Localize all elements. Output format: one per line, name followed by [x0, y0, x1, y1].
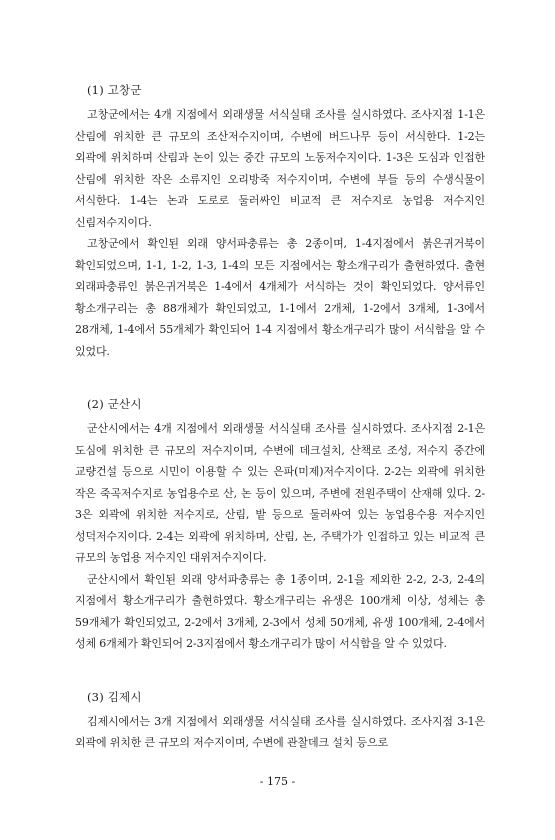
paragraph: 고창군에서 확인된 외래 양서파충류는 총 2종이며, 1-4지점에서 붉은귀거북이 확인되었으며, 1-1, 1-2, 1-3, 1-4의 모든 지점에서는 황소개구리가 출현하였다. 출현 외래파충류인 붉은귀거북은 1-4에서 4개체가 서식하는 것이 확인되었다. 양서류인 황소개구리는 총 88개체가 확인되었고, 1-1에서 2개체, 1-2에서 3개체, 1-3에서 28개체, 1-4에서 55개체가 확인되어 1-4 지점에서 황소개구리가 많이 서식함을 알 수 있었다.	[75, 237, 485, 358]
paragraph: 군산시에서 확인된 외래 양서파충류는 총 1종이며, 2-1을 제외한 2-2, 2-3, 2-4의 지점에서 황소개구리가 출현하였다. 황소개구리는 유생은 100개체 이상, 성체는 총 59개체가 확인되었고, 2-2에서 3개체, 2-3에서 성체 50개체, 유생 100개체, 2-4에서 성체 6개체가 확인되어 2-3지점에서 황소개구리가 많이 서식함을 알 수 있었다.	[75, 572, 485, 650]
section-heading: (3) 김제시	[87, 689, 142, 704]
section-gimje	[75, 689, 485, 754]
paragraph: 고창군에서는 4개 지점에서 외래생물 서식실태 조사를 실시하였다. 조사지점 1-1은 산림에 위치한 큰 규모의 조산저수지이며, 수변에 버드나무 등이 서식한다. 1-2는 외곽에 위치하며 산림과 논이 있는 중간 규모의 노동저수지이다. 1-3은 도심과 인접한 산림에 위치한 작은 소류지인 오리방죽 저수지이며, 수변에 부들 등의 수생식물이 서식한다. 1-4는 논과 도로로 둘러싸인 비교적 큰 저수지로 농업용 저수지인 신림저수지이다.	[75, 108, 485, 229]
paragraph: 군산시에서는 4개 지점에서 외래생물 서식실태 조사를 실시하였다. 조사지점 2-1은 도심에 위치한 큰 규모의 저수지이며, 수변에 데크설치, 산책로 조성, 저수지 중간에 교량건설 등으로 시민이 이용할 수 있는 은파(미제)저수지이다. 2-2는 외곽에 위치한 작은 죽곡저수지로 농업용수로 산, 논 등이 있으며, 주변에 전원주택이 산재해 있다. 2-3은 외곽에 위치한 저수지로, 산림, 밭 등으로 둘러싸여 있는 농업용수용 저수지인 성덕저수지이다. 2-4는 외곽에 위치하며, 산림, 논, 주택가가 인접하고 있는 비교적 큰 규모의 농업용 저수지인 대위저수지이다.	[75, 422, 485, 564]
section-heading: (2) 군산시	[87, 397, 142, 411]
section-gunsan	[75, 396, 485, 655]
document-body	[75, 82, 485, 754]
page-number: - 175 -	[259, 775, 296, 788]
paragraph: 김제시에서는 3개 지점에서 외래생물 서식실태 조사를 실시하였다. 조사지점 3-1은 외곽에 위치한 큰 규모의 저수지이며, 수변에 관찰데크 설치 등으로	[75, 714, 485, 749]
section-gochang	[75, 82, 485, 362]
section-heading: (1) 고창군	[87, 83, 142, 97]
